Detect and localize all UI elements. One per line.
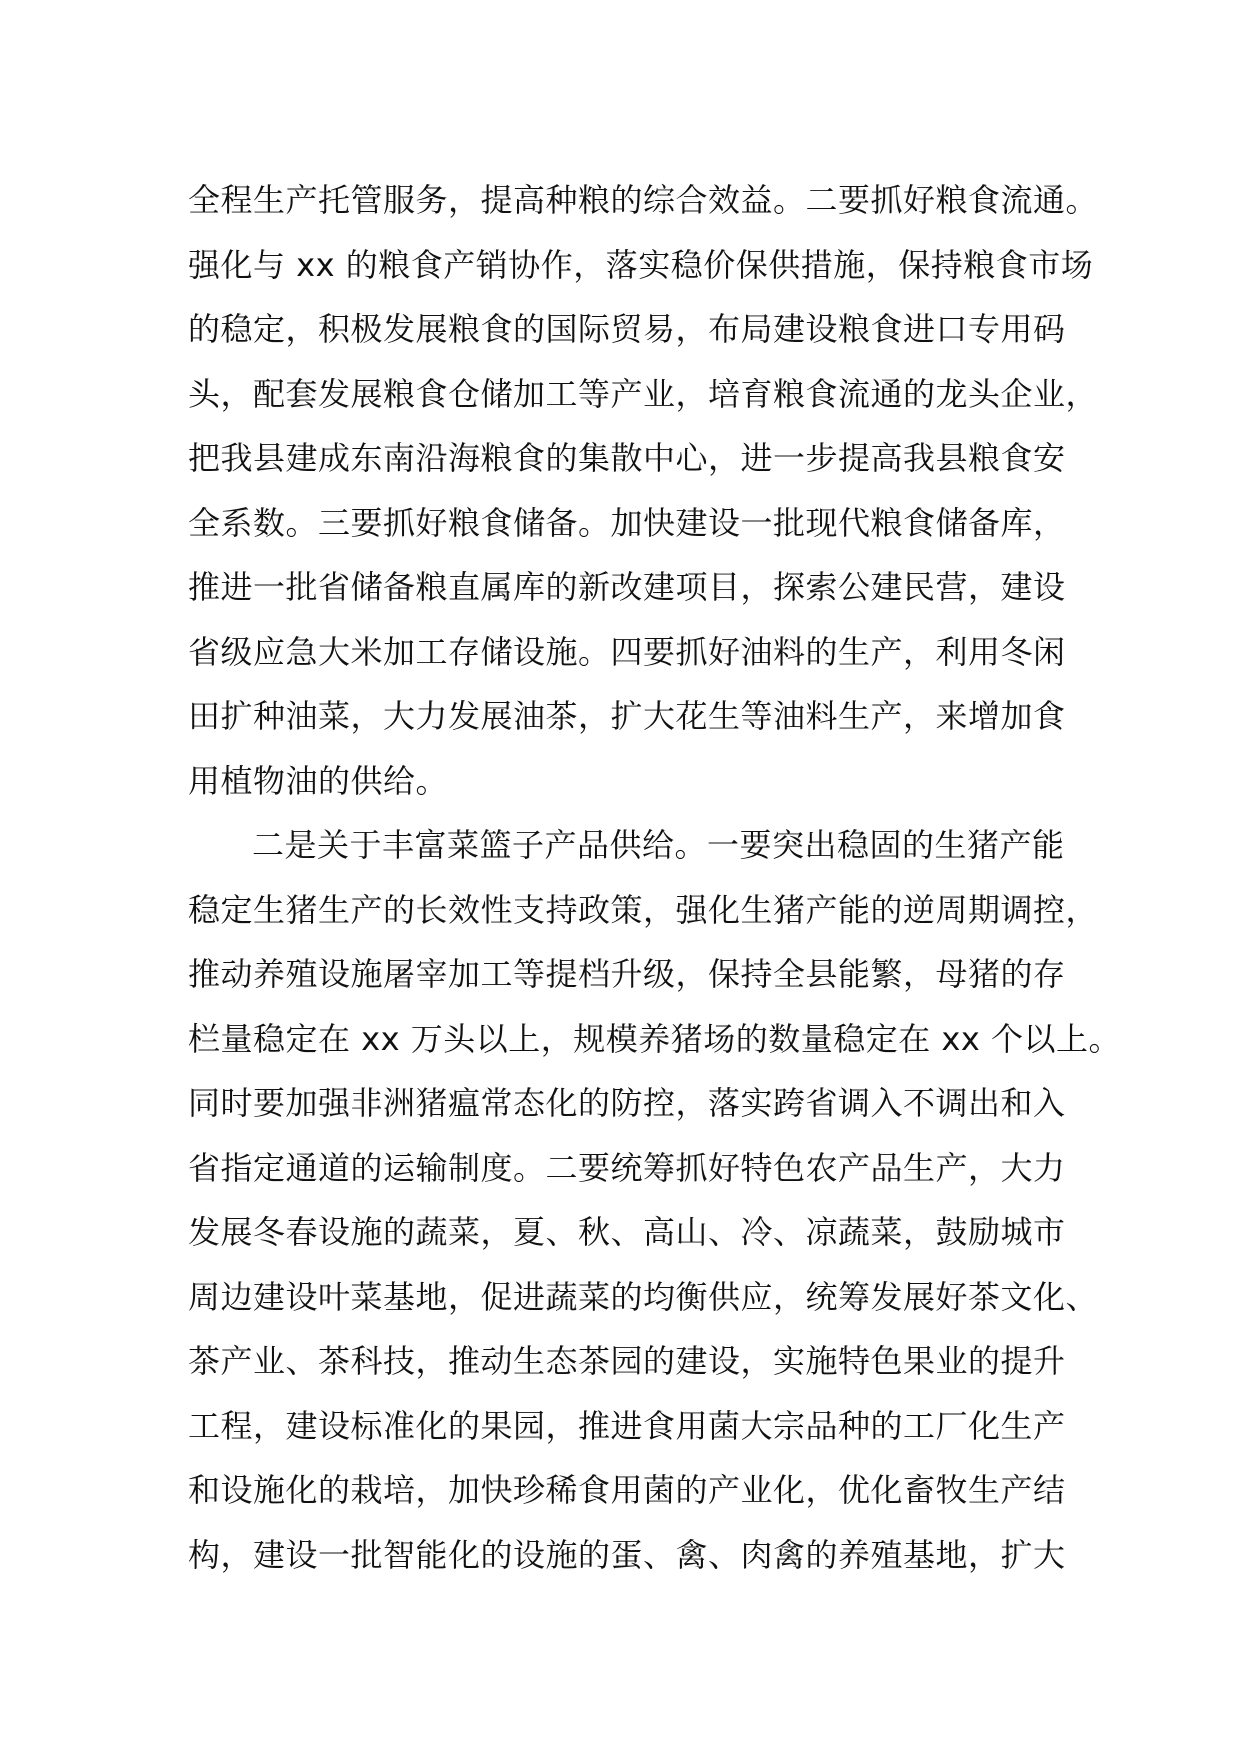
text-line: 栏量稳定在 xx 万头以上，规模养猪场的数量稳定在 xx 个以上。: [188, 1019, 1121, 1058]
text-line: 全系数。三要抓好粮食储备。加快建设一批现代粮食储备库，: [188, 503, 1066, 542]
text-line: 全程生产托管服务，提高种粮的综合效益。二要抓好粮食流通。: [188, 181, 1099, 219]
text-line: 田扩种油菜，大力发展油茶，扩大花生等油料生产，来增加食: [188, 697, 1066, 735]
text-line: 省指定通道的运输制度。二要统筹抓好特色农产品生产，大力: [188, 1148, 1066, 1187]
text-line: 省级应急大米加工存储设施。四要抓好油料的生产，利用冬闲: [188, 632, 1066, 671]
document-body: [188, 168, 1121, 1587]
text-line: 周边建设叶菜基地，促进蔬菜的均衡供应，统筹发展好茶文化、: [188, 1277, 1099, 1316]
text-line: 的稳定，积极发展粮食的国际贸易，布局建设粮食进口专用码: [188, 310, 1066, 348]
text-line: 和设施化的栽培，加快珍稀食用菌的产业化，优化畜牧生产结: [188, 1471, 1066, 1509]
text-line: 头，配套发展粮食仓储加工等产业，培育粮食流通的龙头企业，: [188, 374, 1099, 413]
paragraph-vegetable-basket: [188, 813, 1121, 1587]
text-line: 把我县建成东南沿海粮食的集散中心，进一步提高我县粮食安: [188, 439, 1066, 477]
text-line: 同时要加强非洲猪瘟常态化的防控，落实跨省调入不调出和入: [188, 1084, 1066, 1122]
paragraph-grain-security: [188, 168, 1099, 813]
text-line: 构，建设一批智能化的设施的蛋、禽、肉禽的养殖基地，扩大: [188, 1535, 1066, 1574]
text-line: 强化与 xx 的粮食产销协作，落实稳价保供措施，保持粮食市场: [188, 245, 1094, 284]
text-line: 茶产业、茶科技，推动生态茶园的建设，实施特色果业的提升: [188, 1342, 1066, 1380]
text-line: 用植物油的供给。: [188, 761, 449, 800]
text-line-indented: 二是关于丰富菜篮子产品供给。一要突出稳固的生猪产能: [252, 826, 1065, 864]
text-line: 工程，建设标准化的果园，推进食用菌大宗品种的工厂化生产: [188, 1406, 1066, 1445]
text-line: 稳定生猪生产的长效性支持政策，强化生猪产能的逆周期调控，: [188, 890, 1099, 929]
text-line: 推进一批省储备粮直属库的新改建项目，探索公建民营，建设: [188, 568, 1066, 606]
text-line: 推动养殖设施屠宰加工等提档升级，保持全县能繁，母猪的存: [188, 955, 1066, 993]
text-line: 发展冬春设施的蔬菜，夏、秋、高山、冷、凉蔬菜，鼓励城市: [188, 1213, 1066, 1251]
